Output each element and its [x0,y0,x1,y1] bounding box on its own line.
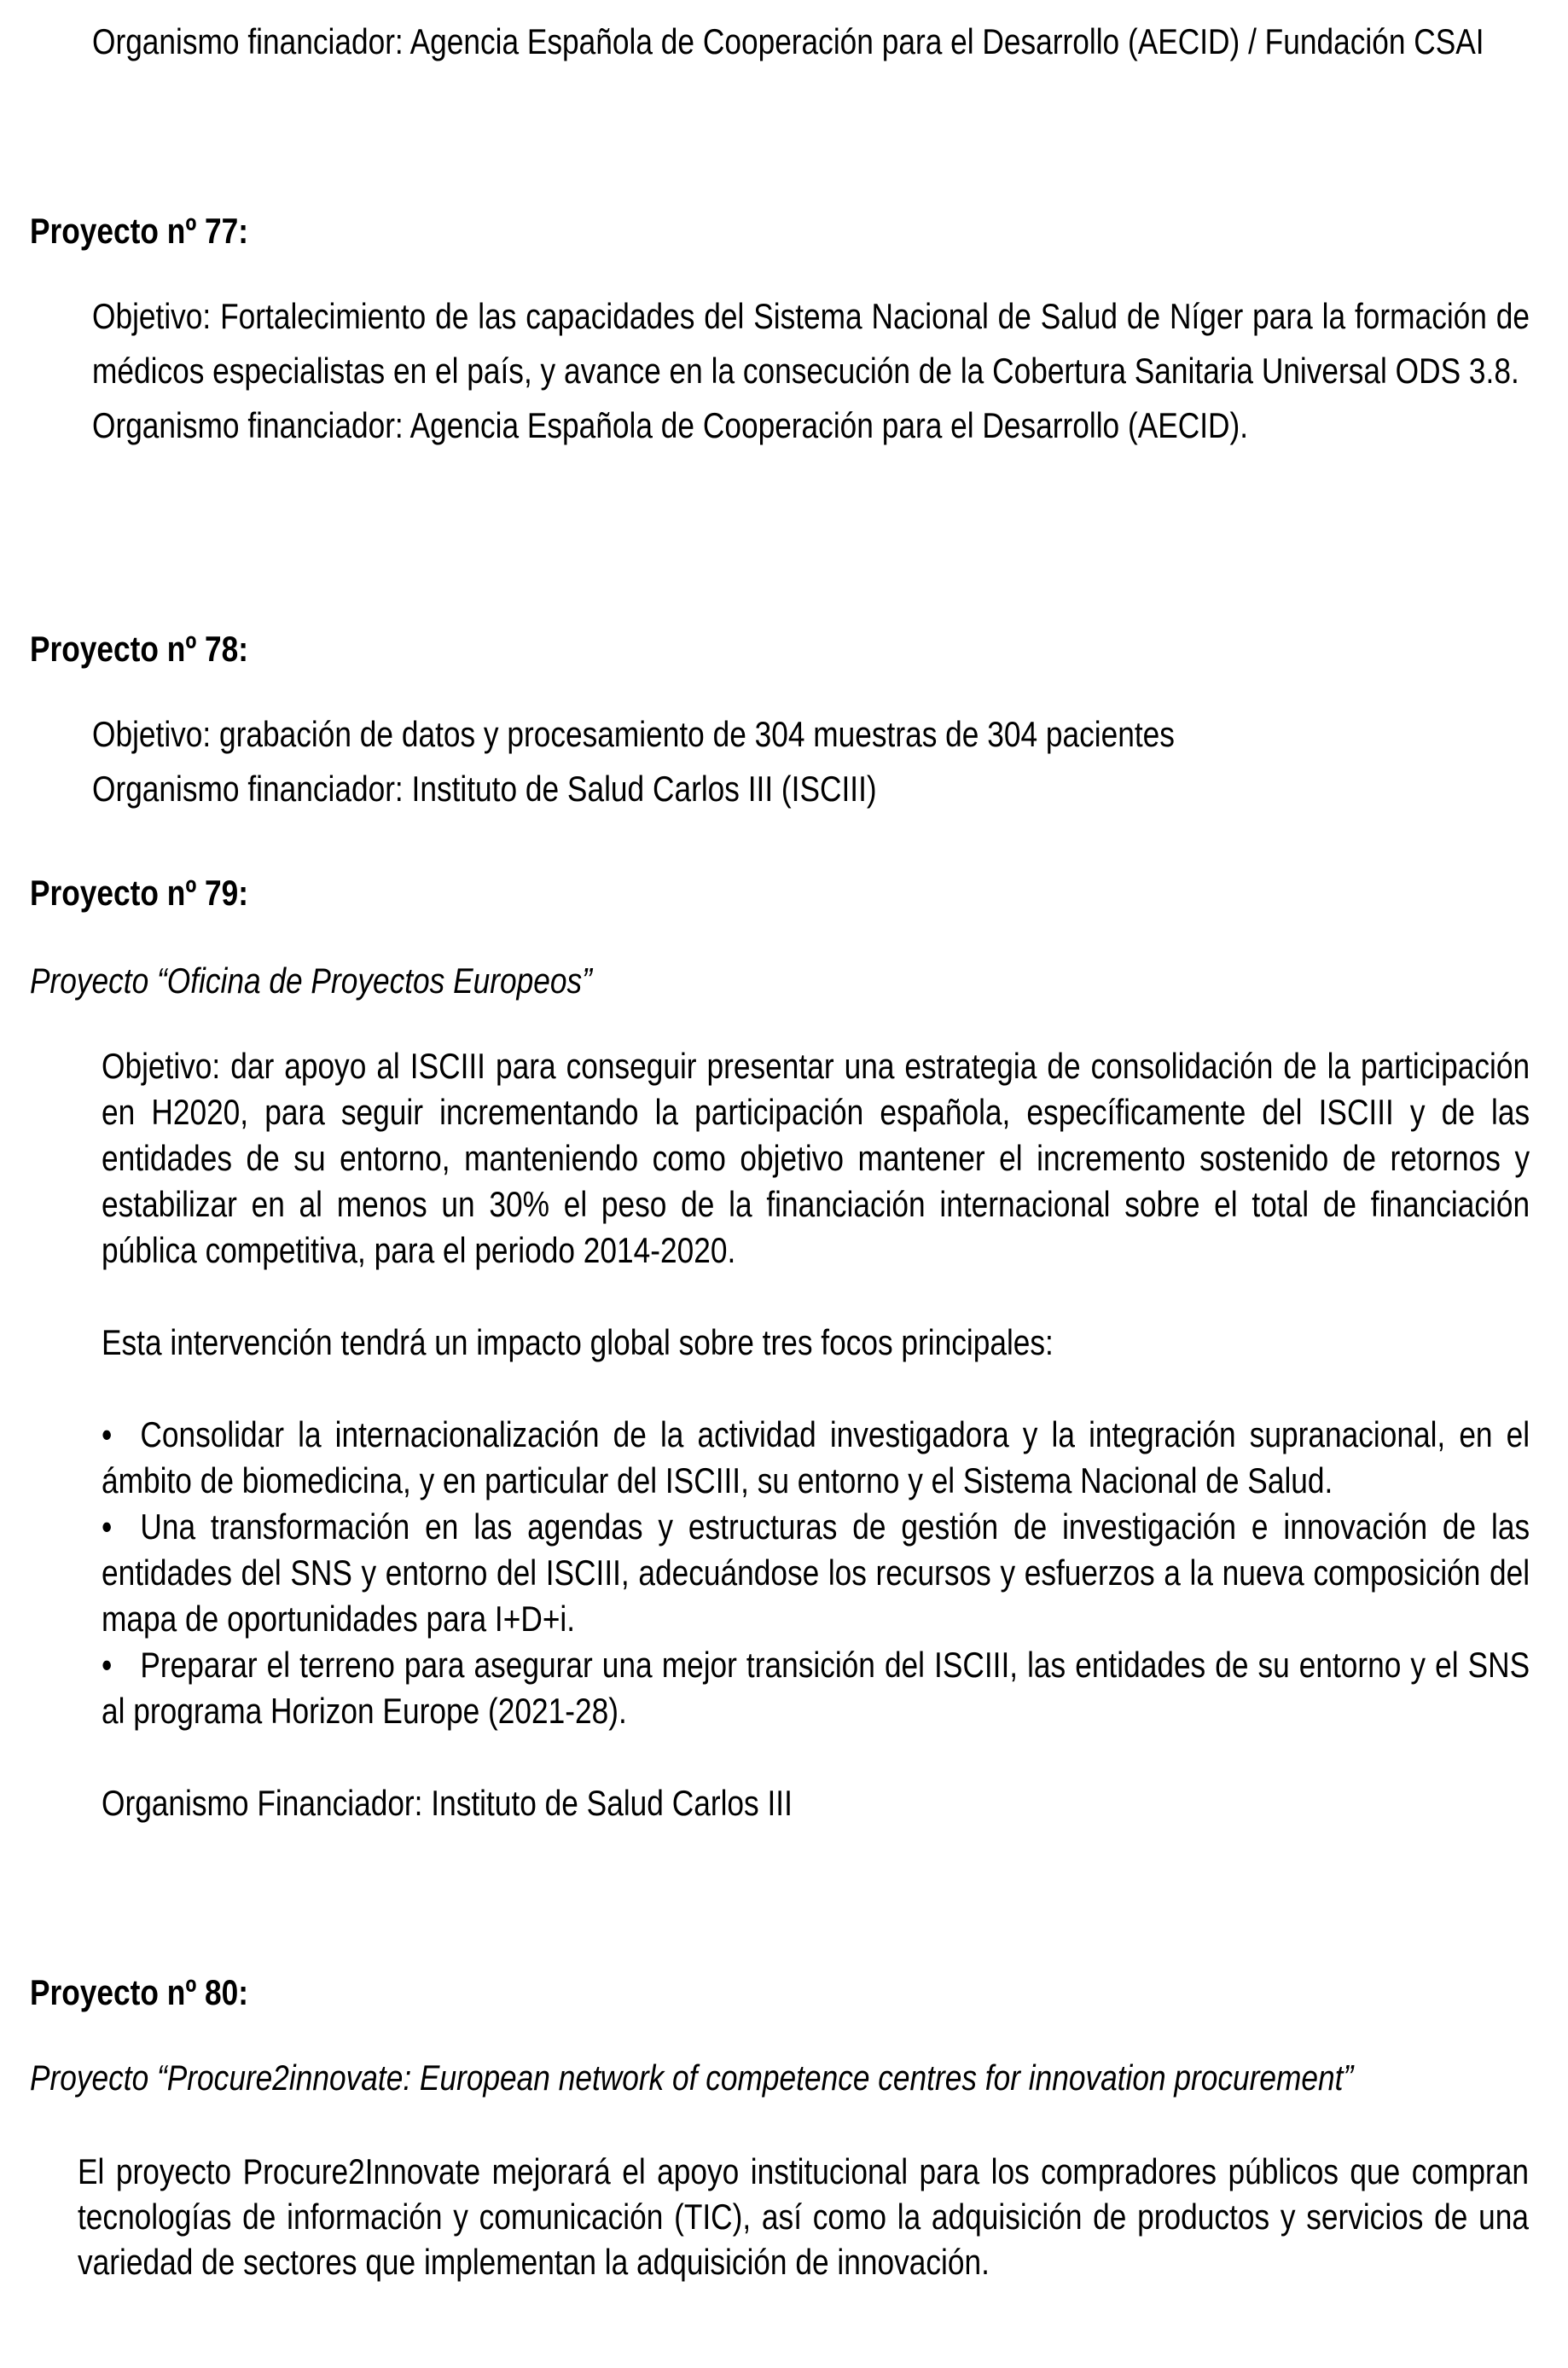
project-80-title: Proyecto “Procure2innovate: European network of competence centres for innovation procurement” [30,2057,1354,2098]
funder-text: Organismo financiador: Instituto de Salud Carlos III (ISCIII) [92,769,877,809]
project-77-heading: Proyecto nº 77: [30,211,249,251]
project-79-title: Proyecto “Oficina de Proyectos Europeos” [30,961,592,1001]
intro-text: Esta intervención tendrá un impacto global sobre tres focos principales: [102,1322,1054,1362]
project-80-heading: Proyecto nº 80: [30,1972,249,2012]
project-77-body [92,289,1530,453]
objective-text: Objetivo: grabación de datos y procesamiento de 304 muestras de 304 pacientes [92,714,1175,754]
bullet-item: • Consolidar la internacionalización de la actividad investigadora y la integración supranacional, en el ámbito de biomedicina, y en particular del ISCIII, su entorno y el Sistema Nacional de Salud. [102,1412,1530,1504]
bullet-item: • Preparar el terreno para asegurar una mejor transición del ISCIII, las entidades de su entorno y el SNS al programa Horizon Europe (2021-28). [102,1642,1530,1734]
bullet-item: • Una transformación en las agendas y estructuras de gestión de investigación e innovación de las entidades del SNS y entorno del ISCIII, adecuándose los recursos y esfuerzos a la nueva composición del mapa de oportunidades para I+D+i. [102,1504,1530,1642]
project-76-funder [92,18,1530,66]
funder-text: Organismo Financiador: Instituto de Salud Carlos III [102,1783,793,1823]
bullet-icon: • [102,1414,113,1454]
project-78-body [92,707,1530,816]
objective-text: Objetivo: dar apoyo al ISCIII para conseguir presentar una estrategia de consolidación de la participación en H2020, para seguir incrementando la participación española, específicamente del ISCIII y de las entidades de su entorno, manteniendo como objetivo mantener el incremento sostenido de retornos y estabilizar en al menos un 30% el peso de la financiación internacional sobre el total de financiación pública competitiva, para el periodo 2014-2020. [102,1046,1530,1270]
bullet-icon: • [102,1506,113,1547]
project-79-body [102,1043,1530,1826]
funder-text: Organismo financiador: Agencia Española de Cooperación para el Desarrollo (AECID) / Fundación CSAI [92,21,1484,61]
objective-text: Objetivo: Fortalecimiento de las capacidades del Sistema Nacional de Salud de Níger para la formación de médicos especialistas en el país, y avance en la consecución de la Cobertura Sanitaria Universal ODS 3.8. [92,296,1530,391]
project-79-heading: Proyecto nº 79: [30,873,249,913]
project-78-heading: Proyecto nº 78: [30,629,249,669]
description-text: El proyecto Procure2Innovate mejorará el apoyo institucional para los compradores públicos que compran tecnologías de información y comunicación (TIC), así como la adquisición de productos y servicios de una variedad de sectores que implementan la adquisición de innovación. [78,2151,1529,2282]
bullet-icon: • [102,1645,113,1685]
project-80-body [78,2149,1529,2284]
funder-text: Organismo financiador: Agencia Española de Cooperación para el Desarrollo (AECID). [92,405,1249,445]
